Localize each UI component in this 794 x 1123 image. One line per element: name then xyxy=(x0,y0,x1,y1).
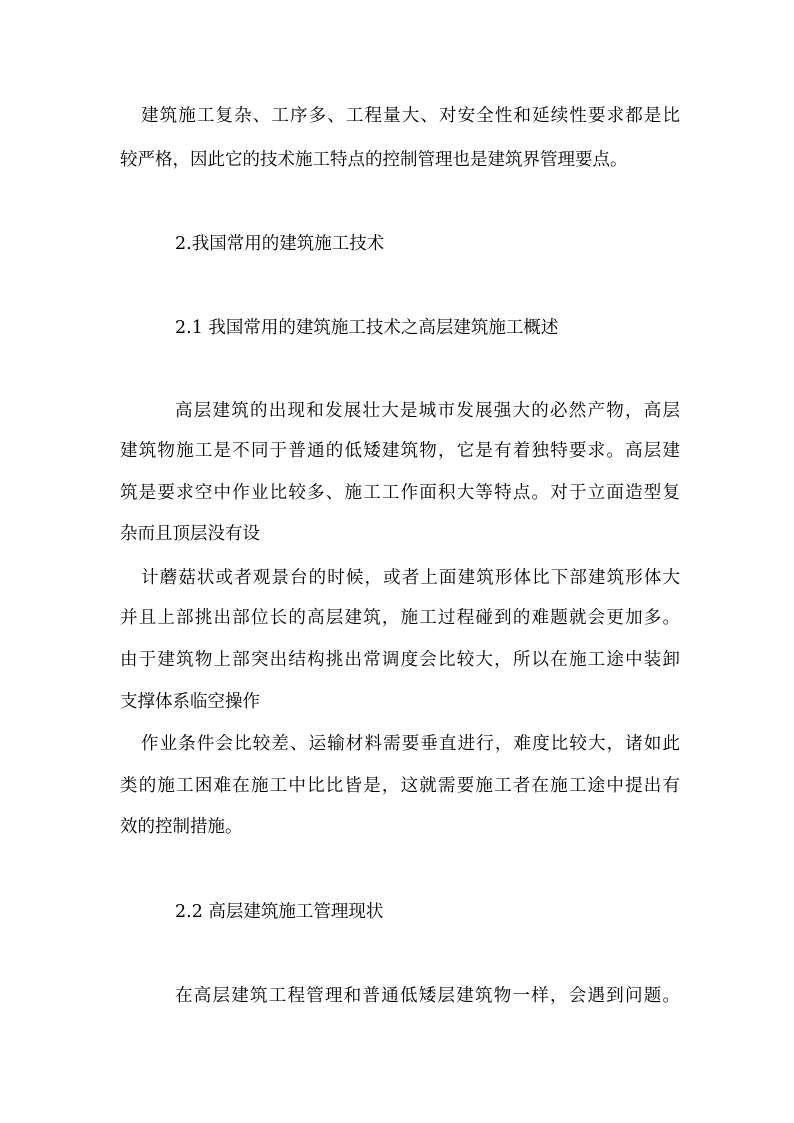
section-heading-2-1: 2.1 我国常用的建筑施工技术之高层建筑施工概述 xyxy=(175,318,559,338)
para-2-1b-line-1: 计蘑菇状或者观景台的时候，或者上面建筑形体比下部建筑形体大 xyxy=(141,568,680,588)
section-heading-2-2: 2.2 高层建筑施工管理现状 xyxy=(175,902,384,922)
para-2-1b-line-4: 支撑体系临空操作 xyxy=(120,692,260,712)
para-2-1b-line-3: 由于建筑物上部突出结构挑出常调度会比较大，所以在施工途中装卸 xyxy=(120,650,680,670)
para-2-1-line-4: 杂而且顶层没有设 xyxy=(120,524,260,544)
para-2-1-line-3: 筑是要求空中作业比较多、施工工作面积大等特点。对于立面造型复 xyxy=(120,483,680,503)
para-2-1-line-2: 建筑物施工是不同于普通的低矮建筑物，它是有着独特要求。高层建 xyxy=(120,441,680,461)
para-2-1c-line-3: 效的控制措施。 xyxy=(120,817,243,837)
section-heading-2: 2.我国常用的建筑施工技术 xyxy=(175,234,385,254)
para-2-1c-line-2: 类的施工困难在施工中比比皆是，这就需要施工者在施工途中提出有 xyxy=(120,776,680,796)
intro-line-2: 较严格，因此它的技术施工特点的控制管理也是建筑界管理要点。 xyxy=(120,150,628,170)
para-2-1-line-1: 高层建筑的出现和发展壮大是城市发展强大的必然产物，高层 xyxy=(175,401,680,421)
para-2-1b-line-2: 并且上部挑出部位长的高层建筑，施工过程碰到的难题就会更加多。 xyxy=(120,608,680,628)
intro-line-1: 建筑施工复杂、工序多、工程量大、对安全性和延续性要求都是比 xyxy=(141,106,680,126)
para-2-1c-line-1: 作业条件会比较差、运输材料需要垂直进行，难度比较大，诸如此 xyxy=(141,734,680,754)
para-2-2-line-1: 在高层建筑工程管理和普通低矮层建筑物一样，会遇到问题。 xyxy=(175,986,680,1006)
